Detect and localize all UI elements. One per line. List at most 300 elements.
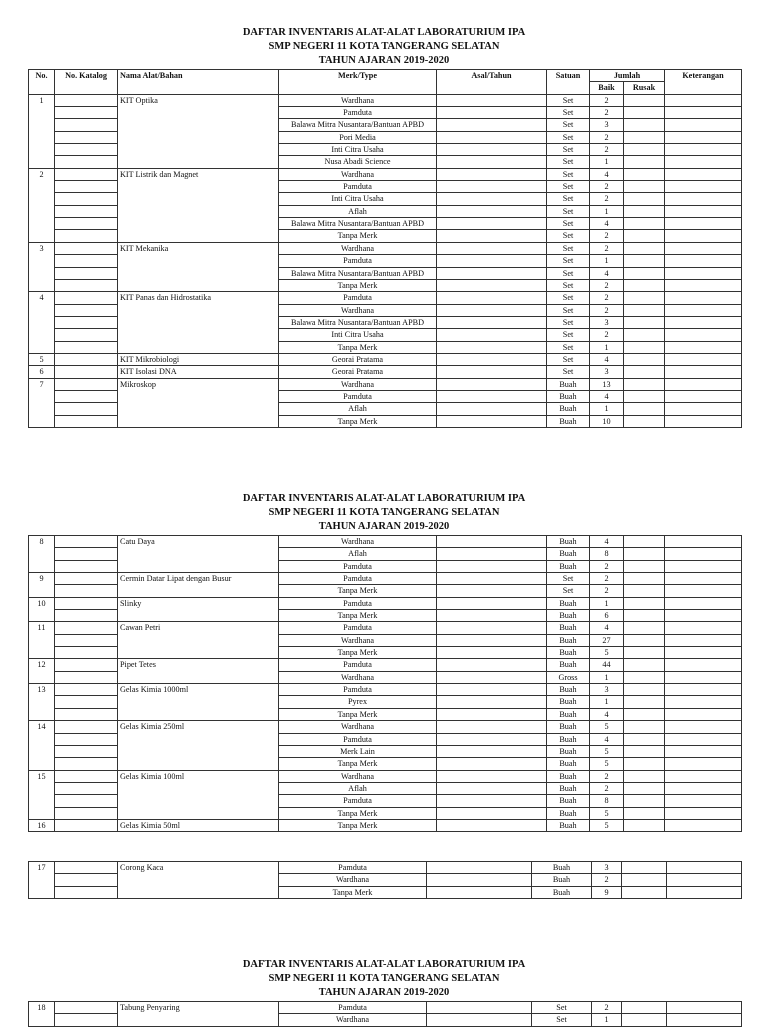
qty-good-cell: 2 (590, 279, 624, 291)
origin-cell (437, 795, 547, 807)
unit-cell: Buah (547, 403, 590, 415)
catalog-cell (55, 107, 118, 119)
origin-cell (437, 193, 547, 205)
brand-cell: Wardhana (279, 874, 427, 886)
catalog-cell (55, 733, 118, 745)
unit-cell: Buah (547, 597, 590, 609)
qty-good-cell: 2 (590, 585, 624, 597)
brand-cell: Wardhana (279, 634, 437, 646)
qty-damaged-cell (624, 353, 665, 365)
qty-good-cell: 5 (590, 758, 624, 770)
catalog-cell (55, 708, 118, 720)
item-number: 14 (29, 721, 55, 770)
brand-cell: Tanpa Merk (279, 886, 427, 898)
remarks-cell (665, 366, 742, 378)
catalog-cell (55, 696, 118, 708)
brand-cell: Georai Pratama (279, 366, 437, 378)
origin-cell (437, 131, 547, 143)
item-name: Gelas Kimia 100ml (118, 770, 279, 819)
catalog-cell (55, 193, 118, 205)
qty-good-cell: 1 (590, 403, 624, 415)
qty-damaged-cell (624, 255, 665, 267)
unit-cell: Buah (547, 721, 590, 733)
catalog-cell (55, 255, 118, 267)
col-baik: Baik (590, 82, 624, 94)
qty-damaged-cell (624, 597, 665, 609)
col-katalog: No. Katalog (55, 70, 118, 95)
qty-good-cell: 2 (592, 1002, 622, 1014)
catalog-cell (55, 874, 118, 886)
brand-cell: Wardhana (279, 242, 437, 254)
table-row (29, 168, 742, 180)
origin-cell (437, 218, 547, 230)
remarks-cell (665, 745, 742, 757)
brand-cell: Inti Citra Usaha (279, 193, 437, 205)
brand-cell: Pamduta (279, 255, 437, 267)
catalog-cell (55, 378, 118, 390)
brand-cell: Wardhana (279, 304, 437, 316)
origin-cell (437, 94, 547, 106)
qty-damaged-cell (624, 292, 665, 304)
qty-damaged-cell (624, 181, 665, 193)
catalog-cell (55, 862, 118, 874)
brand-cell: Aflah (279, 403, 437, 415)
remarks-cell (665, 390, 742, 402)
qty-good-cell: 5 (590, 819, 624, 831)
qty-damaged-cell (624, 119, 665, 131)
unit-cell: Buah (547, 610, 590, 622)
remarks-cell (665, 758, 742, 770)
item-number: 16 (29, 819, 55, 831)
qty-damaged-cell (624, 548, 665, 560)
catalog-cell (55, 745, 118, 757)
unit-cell: Set (547, 316, 590, 328)
catalog-cell (55, 390, 118, 402)
unit-cell: Buah (547, 782, 590, 794)
origin-cell (437, 745, 547, 757)
qty-damaged-cell (624, 242, 665, 254)
doc-year-2: TAHUN AJARAN 2019-2020 (318, 521, 450, 532)
qty-good-cell: 5 (590, 745, 624, 757)
remarks-cell (665, 316, 742, 328)
catalog-cell (55, 573, 118, 585)
catalog-cell (55, 610, 118, 622)
qty-good-cell: 1 (590, 156, 624, 168)
brand-cell: Pamduta (279, 684, 437, 696)
unit-cell: Set (547, 156, 590, 168)
catalog-cell (55, 758, 118, 770)
unit-cell: Set (547, 255, 590, 267)
brand-cell: Tanpa Merk (279, 758, 437, 770)
qty-good-cell: 8 (590, 795, 624, 807)
remarks-cell (665, 403, 742, 415)
qty-good-cell: 4 (590, 622, 624, 634)
col-satuan: Satuan (547, 70, 590, 95)
qty-good-cell: 1 (590, 696, 624, 708)
qty-good-cell: 2 (590, 107, 624, 119)
origin-cell (437, 378, 547, 390)
remarks-cell (665, 119, 742, 131)
unit-cell: Buah (547, 659, 590, 671)
remarks-cell (665, 647, 742, 659)
unit-cell: Set (547, 585, 590, 597)
remarks-cell (665, 218, 742, 230)
remarks-cell (665, 267, 742, 279)
qty-good-cell: 2 (590, 782, 624, 794)
table-row (29, 819, 742, 831)
remarks-cell (667, 886, 742, 898)
qty-good-cell: 10 (590, 415, 624, 427)
qty-good-cell: 2 (590, 131, 624, 143)
brand-cell: Tanpa Merk (279, 415, 437, 427)
qty-damaged-cell (624, 144, 665, 156)
origin-cell (437, 329, 547, 341)
qty-damaged-cell (624, 316, 665, 328)
brand-cell: Tanpa Merk (279, 585, 437, 597)
unit-cell: Set (547, 304, 590, 316)
catalog-cell (55, 242, 118, 254)
qty-good-cell: 4 (590, 267, 624, 279)
remarks-cell (665, 671, 742, 683)
doc-year-3: TAHUN AJARAN 2019-2020 (318, 987, 450, 998)
unit-cell: Buah (547, 390, 590, 402)
brand-cell: Wardhana (279, 1014, 427, 1026)
unit-cell: Buah (532, 862, 592, 874)
remarks-cell (665, 733, 742, 745)
catalog-cell (55, 205, 118, 217)
origin-cell (437, 573, 547, 585)
catalog-cell (55, 329, 118, 341)
remarks-cell (665, 721, 742, 733)
brand-cell: Pyrex (279, 696, 437, 708)
qty-good-cell: 1 (590, 205, 624, 217)
unit-cell: Set (547, 181, 590, 193)
remarks-cell (665, 242, 742, 254)
origin-cell (427, 874, 532, 886)
qty-good-cell: 3 (590, 366, 624, 378)
remarks-cell (665, 684, 742, 696)
brand-cell: Tanpa Merk (279, 610, 437, 622)
qty-damaged-cell (624, 193, 665, 205)
qty-damaged-cell (624, 218, 665, 230)
remarks-cell (665, 230, 742, 242)
item-name: Catu Daya (118, 536, 279, 573)
inventory-table-2 (28, 535, 742, 832)
remarks-cell (667, 874, 742, 886)
origin-cell (437, 634, 547, 646)
brand-cell: Pori Media (279, 131, 437, 143)
unit-cell: Set (547, 94, 590, 106)
qty-damaged-cell (624, 131, 665, 143)
item-name: Tabung Penyaring (118, 1002, 279, 1027)
catalog-cell (55, 671, 118, 683)
qty-damaged-cell (622, 862, 667, 874)
remarks-cell (665, 329, 742, 341)
qty-damaged-cell (624, 366, 665, 378)
brand-cell: Pamduta (279, 659, 437, 671)
table-row (29, 573, 742, 585)
catalog-cell (55, 1014, 118, 1026)
brand-cell: Tanpa Merk (279, 279, 437, 291)
origin-cell (437, 181, 547, 193)
unit-cell: Gross (547, 671, 590, 683)
remarks-cell (665, 205, 742, 217)
item-number: 9 (29, 573, 55, 598)
catalog-cell (55, 279, 118, 291)
origin-cell (437, 708, 547, 720)
qty-damaged-cell (624, 819, 665, 831)
origin-cell (437, 585, 547, 597)
qty-damaged-cell (624, 341, 665, 353)
qty-good-cell: 4 (590, 390, 624, 402)
item-name: KIT Panas dan Hidrostatika (118, 292, 279, 354)
item-number: 6 (29, 366, 55, 378)
brand-cell: Tanpa Merk (279, 341, 437, 353)
qty-good-cell: 4 (590, 353, 624, 365)
unit-cell: Buah (547, 745, 590, 757)
qty-damaged-cell (624, 279, 665, 291)
unit-cell: Set (532, 1002, 592, 1014)
unit-cell: Set (547, 168, 590, 180)
col-keterangan: Keterangan (665, 70, 742, 95)
qty-damaged-cell (624, 721, 665, 733)
origin-cell (427, 886, 532, 898)
unit-cell: Set (547, 131, 590, 143)
qty-good-cell: 8 (590, 548, 624, 560)
remarks-cell (665, 341, 742, 353)
qty-good-cell: 6 (590, 610, 624, 622)
qty-good-cell: 3 (590, 119, 624, 131)
remarks-cell (665, 610, 742, 622)
remarks-cell (665, 131, 742, 143)
qty-damaged-cell (624, 267, 665, 279)
unit-cell: Buah (547, 536, 590, 548)
origin-cell (437, 292, 547, 304)
brand-cell: Pamduta (279, 292, 437, 304)
unit-cell: Set (532, 1014, 592, 1026)
origin-cell (437, 560, 547, 572)
item-number: 12 (29, 659, 55, 684)
table-row (29, 366, 742, 378)
catalog-cell (55, 536, 118, 548)
origin-cell (437, 610, 547, 622)
unit-cell: Set (547, 366, 590, 378)
qty-damaged-cell (624, 156, 665, 168)
catalog-cell (55, 647, 118, 659)
origin-cell (437, 770, 547, 782)
doc-subtitle-2: SMP NEGERI 11 KOTA TANGERANG SELATAN (268, 507, 500, 518)
doc-title-2: DAFTAR INVENTARIS ALAT-ALAT LABORATURIUM IPA (242, 493, 526, 504)
table-row (29, 378, 742, 390)
table-row (29, 94, 742, 106)
unit-cell: Set (547, 193, 590, 205)
catalog-cell (55, 634, 118, 646)
qty-good-cell: 2 (590, 94, 624, 106)
brand-cell: Tanpa Merk (279, 708, 437, 720)
unit-cell: Buah (547, 795, 590, 807)
item-number: 15 (29, 770, 55, 819)
item-number: 11 (29, 622, 55, 659)
origin-cell (437, 304, 547, 316)
unit-cell: Buah (547, 708, 590, 720)
brand-cell: Pamduta (279, 597, 437, 609)
unit-cell: Set (547, 218, 590, 230)
remarks-cell (665, 94, 742, 106)
brand-cell: Wardhana (279, 536, 437, 548)
origin-cell (437, 819, 547, 831)
catalog-cell (55, 560, 118, 572)
qty-damaged-cell (624, 573, 665, 585)
qty-damaged-cell (624, 745, 665, 757)
origin-cell (437, 168, 547, 180)
qty-damaged-cell (624, 782, 665, 794)
brand-cell: Wardhana (279, 770, 437, 782)
catalog-cell (55, 156, 118, 168)
brand-cell: Tanpa Merk (279, 230, 437, 242)
remarks-cell (665, 807, 742, 819)
origin-cell (427, 1002, 532, 1014)
brand-cell: Pamduta (279, 107, 437, 119)
origin-cell (437, 671, 547, 683)
item-name: Slinky (118, 597, 279, 622)
remarks-cell (667, 1002, 742, 1014)
brand-cell: Georai Pratama (279, 353, 437, 365)
catalog-cell (55, 548, 118, 560)
unit-cell: Set (547, 119, 590, 131)
catalog-cell (55, 366, 118, 378)
qty-damaged-cell (624, 168, 665, 180)
catalog-cell (55, 341, 118, 353)
brand-cell: Balawa Mitra Nusantara/Bantuan APBD (279, 316, 437, 328)
item-name: Gelas Kimia 250ml (118, 721, 279, 770)
catalog-cell (55, 622, 118, 634)
origin-cell (437, 721, 547, 733)
remarks-cell (665, 585, 742, 597)
brand-cell: Pamduta (279, 622, 437, 634)
catalog-cell (55, 721, 118, 733)
item-name: Cawan Petri (118, 622, 279, 659)
item-number: 3 (29, 242, 55, 291)
origin-cell (437, 807, 547, 819)
catalog-cell (55, 782, 118, 794)
qty-good-cell: 5 (590, 807, 624, 819)
origin-cell (437, 696, 547, 708)
catalog-cell (55, 119, 118, 131)
catalog-cell (55, 292, 118, 304)
unit-cell: Buah (547, 733, 590, 745)
brand-cell: Balawa Mitra Nusantara/Bantuan APBD (279, 119, 437, 131)
unit-cell: Set (547, 573, 590, 585)
origin-cell (437, 144, 547, 156)
brand-cell: Inti Citra Usaha (279, 329, 437, 341)
qty-damaged-cell (624, 378, 665, 390)
origin-cell (437, 316, 547, 328)
qty-damaged-cell (624, 634, 665, 646)
item-number: 7 (29, 378, 55, 427)
item-number: 1 (29, 94, 55, 168)
qty-good-cell: 4 (590, 733, 624, 745)
qty-damaged-cell (624, 696, 665, 708)
remarks-cell (665, 107, 742, 119)
qty-damaged-cell (624, 107, 665, 119)
brand-cell: Merk Lain (279, 745, 437, 757)
inventory-table-3 (28, 861, 742, 899)
qty-good-cell: 5 (590, 721, 624, 733)
qty-good-cell: 1 (590, 597, 624, 609)
catalog-cell (55, 144, 118, 156)
origin-cell (437, 536, 547, 548)
origin-cell (437, 366, 547, 378)
brand-cell: Pamduta (279, 390, 437, 402)
catalog-cell (55, 94, 118, 106)
qty-damaged-cell (624, 622, 665, 634)
remarks-cell (665, 819, 742, 831)
item-number: 18 (29, 1002, 55, 1027)
unit-cell: Set (547, 107, 590, 119)
catalog-cell (55, 304, 118, 316)
remarks-cell (665, 696, 742, 708)
brand-cell: Wardhana (279, 168, 437, 180)
qty-good-cell: 2 (590, 304, 624, 316)
qty-good-cell: 5 (590, 647, 624, 659)
table-row (29, 721, 742, 733)
origin-cell (437, 353, 547, 365)
origin-cell (437, 341, 547, 353)
remarks-cell (665, 560, 742, 572)
qty-good-cell: 1 (590, 255, 624, 267)
unit-cell: Buah (547, 696, 590, 708)
qty-damaged-cell (624, 304, 665, 316)
col-no: No. (29, 70, 55, 95)
remarks-cell (665, 708, 742, 720)
qty-damaged-cell (624, 585, 665, 597)
qty-damaged-cell (622, 874, 667, 886)
catalog-cell (55, 131, 118, 143)
remarks-cell (665, 597, 742, 609)
qty-damaged-cell (624, 536, 665, 548)
unit-cell: Set (547, 242, 590, 254)
brand-cell: Aflah (279, 548, 437, 560)
doc-year-1: TAHUN AJARAN 2019-2020 (318, 55, 450, 66)
item-name: KIT Optika (118, 94, 279, 168)
brand-cell: Pamduta (279, 181, 437, 193)
qty-damaged-cell (624, 94, 665, 106)
unit-cell: Buah (547, 548, 590, 560)
remarks-cell (667, 862, 742, 874)
col-rusak: Rusak (624, 82, 665, 94)
qty-good-cell: 9 (592, 886, 622, 898)
item-name: Corong Kaca (118, 862, 279, 899)
brand-cell: Wardhana (279, 671, 437, 683)
table-row (29, 659, 742, 671)
qty-good-cell: 3 (592, 862, 622, 874)
unit-cell: Set (547, 279, 590, 291)
qty-good-cell: 3 (590, 684, 624, 696)
col-nama: Nama Alat/Bahan (118, 70, 279, 95)
origin-cell (437, 647, 547, 659)
qty-good-cell: 1 (590, 341, 624, 353)
catalog-cell (55, 403, 118, 415)
qty-good-cell: 4 (590, 536, 624, 548)
brand-cell: Aflah (279, 782, 437, 794)
col-asal: Asal/Tahun (437, 70, 547, 95)
brand-cell: Tanpa Merk (279, 819, 437, 831)
catalog-cell (55, 415, 118, 427)
brand-cell: Pamduta (279, 733, 437, 745)
item-name: Gelas Kimia 1000ml (118, 684, 279, 721)
brand-cell: Pamduta (279, 862, 427, 874)
remarks-cell (665, 415, 742, 427)
